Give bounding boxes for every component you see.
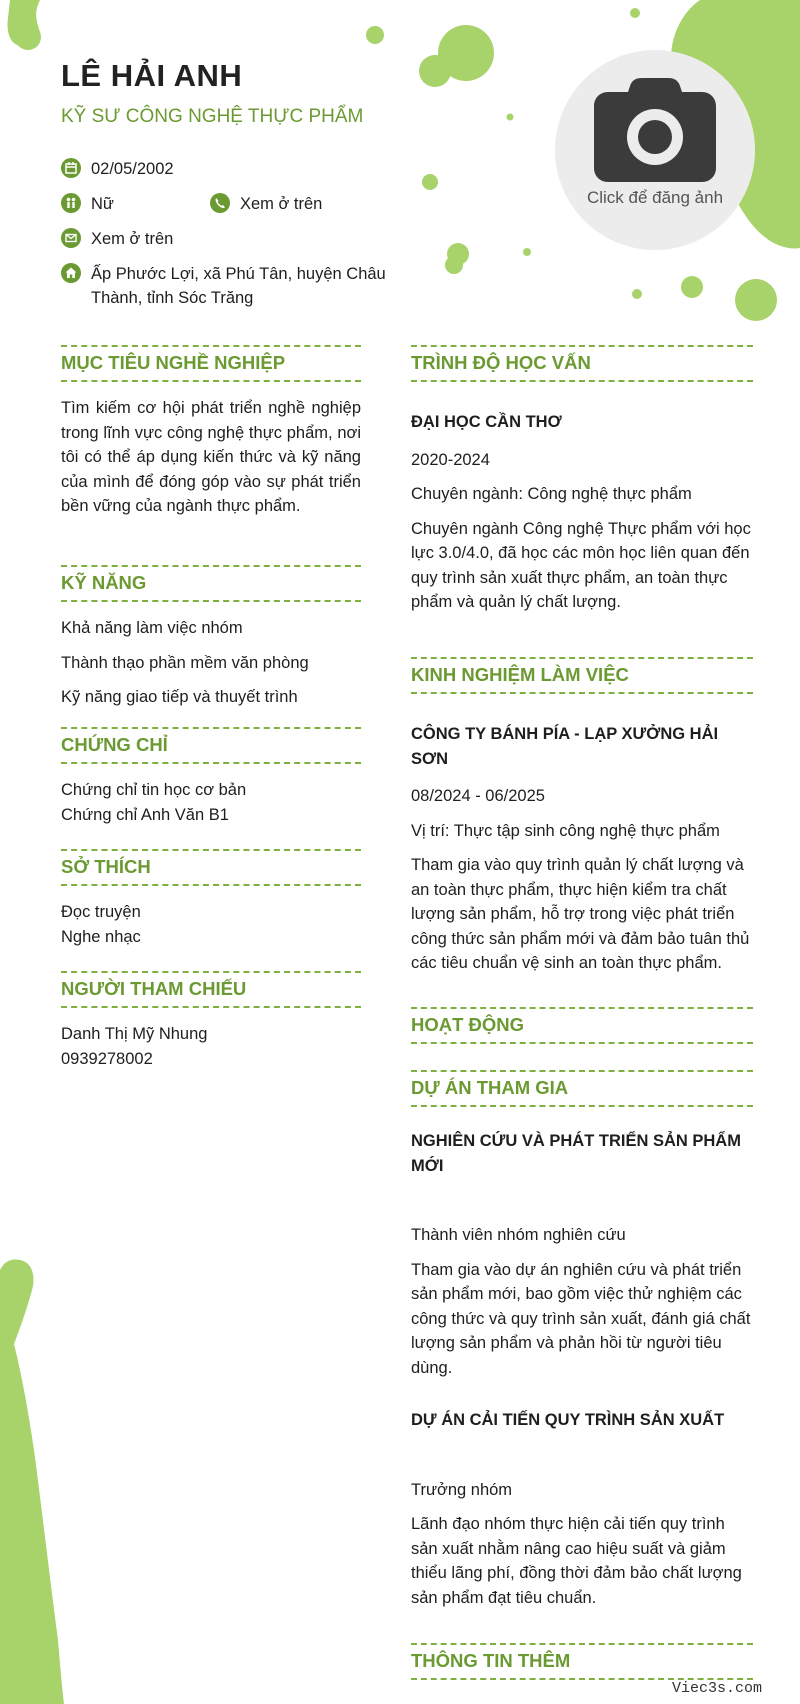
certificates-section	[61, 727, 361, 827]
projects-section	[411, 1070, 753, 1620]
phone-row	[210, 192, 322, 216]
project-name: DỰ ÁN CẢI TIẾN QUY TRÌNH SẢN XUẤT	[411, 1411, 725, 1429]
email-value: Xem ở trên	[91, 230, 174, 248]
birthday-value: 02/05/2002	[91, 160, 174, 178]
camera-icon	[594, 78, 716, 182]
experience-section	[411, 657, 753, 986]
experience-heading: KINH NGHIỆM LÀM VIỆC	[411, 657, 753, 694]
project-role: Thành viên nhóm nghiên cứu	[411, 1226, 626, 1244]
email-row	[61, 227, 173, 251]
profile-photo-upload[interactable]	[555, 50, 755, 250]
education-period: 2020-2024	[411, 450, 490, 469]
gender-icon	[61, 193, 81, 213]
experience-description: Tham gia vào quy trình quản lý chất lượng và an toàn thực phẩm, thực hiện kiểm tra chất lượng sản phẩm, hỗ trợ trong việc phát triển công thức sản phẩm mới và đảm bảo tuân thủ các tiêu chuẩn vệ sinh an toàn thực phẩm.	[411, 856, 750, 972]
references-heading: NGƯỜI THAM CHIẾU	[61, 971, 361, 1008]
activities-section	[411, 1007, 753, 1044]
certificate-item: Chứng chỉ tin học cơ bản	[61, 781, 247, 799]
skill-item: Thành thạo phần mềm văn phòng	[61, 653, 309, 672]
gender-row	[61, 192, 114, 216]
education-section	[411, 345, 753, 625]
projects-heading: DỰ ÁN THAM GIA	[411, 1070, 753, 1107]
certificate-item: Chứng chỉ Anh Văn B1	[61, 805, 229, 824]
objective-section	[61, 345, 361, 529]
education-description: Chuyên ngành Công nghệ Thực phẩm với học lực 3.0/4.0, đã học các môn học liên quan đến quy trình sản xuất thực phẩm, an toàn thực phẩm và quản lý chất lượng.	[411, 519, 751, 611]
company-name: CÔNG TY BÁNH PÍA - LẠP XƯỞNG HẢI SƠN	[411, 725, 719, 768]
job-title: KỸ SƯ CÔNG NGHỆ THỰC PHẨM	[61, 106, 364, 127]
education-major: Chuyên ngành: Công nghệ thực phẩm	[411, 485, 692, 503]
skills-section	[61, 565, 361, 720]
project-role: Trưởng nhóm	[411, 1480, 513, 1499]
objective-heading: MỤC TIÊU NGHỀ NGHIỆP	[61, 345, 361, 382]
reference-phone: 0939278002	[61, 1049, 153, 1068]
activities-heading: HOẠT ĐỘNG	[411, 1007, 753, 1044]
phone-value: Xem ở trên	[240, 195, 323, 213]
address-value: Ấp Phước Lợi, xã Phú Tân, huyện Châu Thành, tỉnh Sóc Trăng	[91, 265, 386, 307]
skill-item: Khả năng làm việc nhóm	[61, 619, 243, 637]
home-icon	[61, 263, 81, 283]
hobbies-heading: SỞ THÍCH	[61, 849, 361, 886]
certificates-heading: CHỨNG CHỈ	[61, 727, 361, 764]
phone-icon	[210, 193, 230, 213]
references-section	[61, 971, 361, 1071]
hobby-item: Nghe nhạc	[61, 927, 141, 946]
project-description: Tham gia vào dự án nghiên cứu và phát triển sản phẩm mới, bao gồm việc thử nghiệm các công thức và quy trình sản xuất, đánh giá chất lượng sản phẩm và phản hồi từ người tiêu dùng.	[411, 1260, 751, 1377]
email-icon	[61, 228, 81, 248]
photo-caption: Click để đăng ảnh	[586, 188, 724, 207]
candidate-name: LÊ HẢI ANH	[61, 58, 243, 93]
skill-item: Kỹ năng giao tiếp và thuyết trình	[61, 688, 298, 706]
gender-value: Nữ	[91, 195, 114, 213]
hobby-item: Đọc truyện	[61, 903, 141, 921]
birthday-row	[61, 157, 174, 181]
project-description: Lãnh đạo nhóm thực hiện cải tiến quy trình sản xuất nhằm nâng cao hiệu suất và giảm thiểu lãng phí, đồng thời đảm bảo chất lượng sản phẩm đạt tiêu chuẩn.	[411, 1515, 742, 1607]
address-row	[61, 262, 391, 310]
skills-heading: KỸ NĂNG	[61, 565, 361, 602]
additional-info-heading: THÔNG TIN THÊM	[411, 1643, 753, 1680]
experience-period: 08/2024 - 06/2025	[411, 787, 545, 805]
project-name: NGHIÊN CỨU VÀ PHÁT TRIỂN SẢN PHẨM MỚI	[411, 1132, 741, 1175]
school-name: ĐẠI HỌC CẦN THƠ	[411, 413, 562, 431]
calendar-icon	[61, 158, 81, 178]
objective-text: Tìm kiếm cơ hội phát triển nghề nghiệp trong lĩnh vực công nghệ thực phẩm, nơi tôi có thể áp dụng kiến thức và kỹ năng của mình để đóng góp vào sự phát triển bền vững của ngành thực phẩm.	[61, 399, 361, 515]
hobbies-section	[61, 849, 361, 949]
education-heading: TRÌNH ĐỘ HỌC VẤN	[411, 345, 753, 382]
experience-position: Vị trí: Thực tập sinh công nghệ thực phẩm	[411, 821, 720, 840]
watermark: Viec3s.com	[672, 1680, 763, 1697]
reference-name: Danh Thị Mỹ Nhung	[61, 1025, 208, 1043]
additional-info-section	[411, 1643, 753, 1680]
